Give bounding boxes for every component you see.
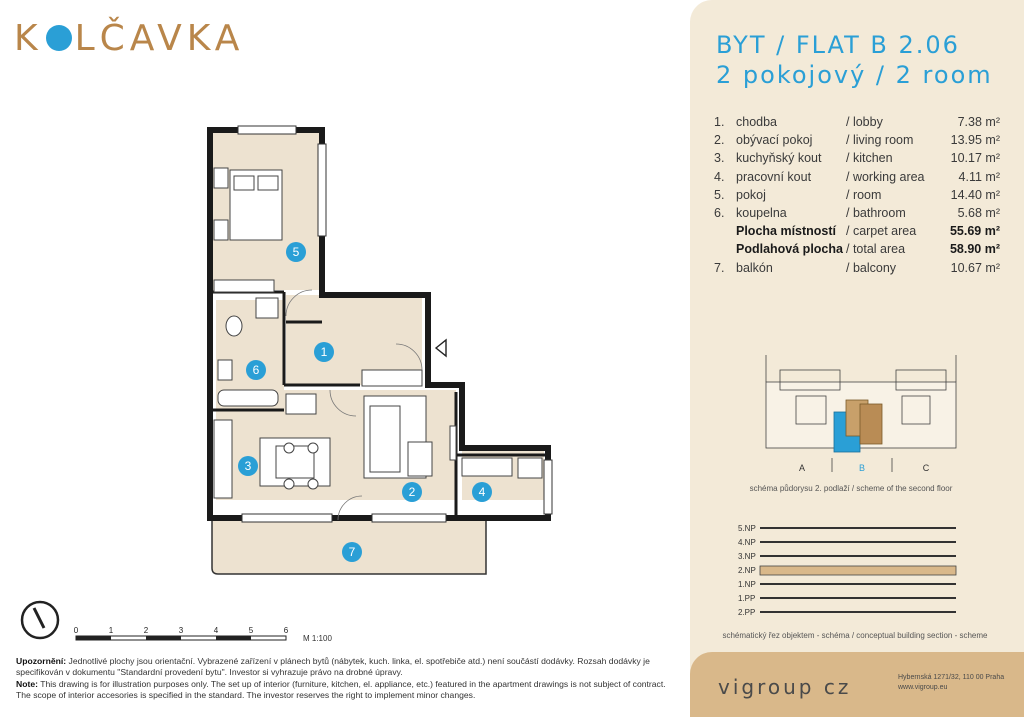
floor-schema xyxy=(756,350,966,480)
note-cz: Upozornění: Jednotlivé plochy jsou orientační. Vybrazené zařízení v plánech bytů (nábytek, kuch. linka, el. spotřebiče atd.) není součástí dodávky. Rozsah dodávky je specifikován v dokumentu "Standardní provedení bytu". Investor si vyhrazuje právo na drobné úpravy. xyxy=(16,656,650,677)
room-name-en: / room xyxy=(846,187,882,202)
room-name-cz: obývací pokoj xyxy=(736,133,813,148)
section-schema-caption: schématický řez objektem - schéma / conceptual building section - scheme xyxy=(722,631,988,640)
room-name-cz: Podlahová plocha xyxy=(736,242,843,257)
room-name-cz: pracovní kout xyxy=(736,169,812,184)
room-row xyxy=(714,149,1000,167)
room-number: 7. xyxy=(714,260,725,275)
scale-tick-label: 4 xyxy=(213,626,219,635)
room-label-2 xyxy=(402,482,422,502)
room-number: 4. xyxy=(714,169,725,184)
disclaimer-notes xyxy=(16,656,666,702)
schema-section-label: C xyxy=(922,463,930,473)
brand-address: Hybernská 1271/32, 110 00 Praha www.vigroup.eu xyxy=(898,674,1005,691)
room-area: 14.40 m² xyxy=(950,187,1000,202)
scale-tick-label: 2 xyxy=(143,626,149,635)
scale-tick-label: 3 xyxy=(178,626,184,635)
room-name-en: / carpet area xyxy=(846,224,917,239)
level-label: 4.NP xyxy=(738,538,756,547)
scale-tick-label: 0 xyxy=(73,626,79,635)
room-name-cz: koupelna xyxy=(736,206,787,221)
room-row xyxy=(714,113,1000,131)
room-label-1 xyxy=(314,342,334,362)
room-number: 5. xyxy=(714,187,725,202)
room-name-en: / working area xyxy=(846,169,925,184)
north-arrow-icon xyxy=(20,600,60,640)
room-area: 55.69 m² xyxy=(949,224,1000,239)
note-en: Note: This drawing is for illustration purposes only. The set up of interior (furniture, kitchen, el. appliance, etc.) featured in the apartment drawings is not subject of contract. The scope of interior accesories is specified in the standard. The investor reserves the right to implement minor changes. xyxy=(16,679,666,700)
scale-tick-label: 1 xyxy=(108,626,114,635)
svg-text:2: 2 xyxy=(408,485,416,499)
level-label: 2.NP xyxy=(738,566,756,575)
room-number: 1. xyxy=(714,115,725,130)
scale-bar xyxy=(72,624,312,644)
room-name-cz: kuchyňský kout xyxy=(736,151,822,166)
floor-schema-caption: schéma půdorysu 2. podlaží / scheme of the second floor xyxy=(749,484,953,493)
room-area: 4.11 m² xyxy=(958,169,1000,184)
room-name-cz: pokoj xyxy=(736,187,766,202)
room-list xyxy=(714,113,1000,277)
room-name-en: / total area xyxy=(846,242,906,257)
level-label: 1.NP xyxy=(738,580,756,589)
svg-text:6: 6 xyxy=(252,363,260,377)
scale-label: M 1:100 xyxy=(303,634,332,643)
room-label-6 xyxy=(246,360,266,380)
room-row xyxy=(714,259,1000,277)
level-label: 5.NP xyxy=(738,524,756,533)
building-section-schema xyxy=(738,520,968,620)
room-name-cz: chodba xyxy=(736,115,778,130)
schema-section-label: A xyxy=(798,463,806,473)
room-number: 6. xyxy=(714,206,725,221)
room-name-en: / lobby xyxy=(846,115,883,130)
room-number: 3. xyxy=(714,151,725,166)
room-label-4 xyxy=(472,482,492,502)
room-area: 7.38 m² xyxy=(957,115,1000,130)
room-area: 5.68 m² xyxy=(957,206,1000,221)
room-label-3 xyxy=(238,456,258,476)
room-area: 10.17 m² xyxy=(950,151,1000,166)
room-name-en: / balcony xyxy=(846,260,897,275)
room-area: 13.95 m² xyxy=(950,133,1000,148)
room-row xyxy=(714,186,1000,204)
highlighted-level xyxy=(760,566,956,575)
logo-text: K LČAVKA xyxy=(14,17,245,59)
room-row xyxy=(714,131,1000,149)
floor-plan xyxy=(200,120,560,580)
level-label: 1.PP xyxy=(738,594,756,603)
logo-circle-icon xyxy=(46,25,72,51)
room-row xyxy=(714,240,1000,258)
room-row xyxy=(714,204,1000,222)
room-label-7 xyxy=(342,542,362,562)
room-name-en: / bathroom xyxy=(846,206,906,221)
room-label-5 xyxy=(286,242,306,262)
room-name-cz: Plocha místností xyxy=(736,224,837,239)
svg-text:3: 3 xyxy=(244,459,252,473)
room-row xyxy=(714,222,1000,240)
level-label: 3.NP xyxy=(738,552,756,561)
svg-text:4: 4 xyxy=(478,485,486,499)
scale-tick-label: 5 xyxy=(248,626,254,635)
scale-tick-label: 6 xyxy=(283,626,289,635)
room-area: 10.67 m² xyxy=(950,260,1000,275)
room-row xyxy=(714,168,1000,186)
brand-logo: vigroup cz xyxy=(718,675,852,699)
logo xyxy=(14,14,244,62)
room-name-cz: balkón xyxy=(736,260,773,275)
room-area: 58.90 m² xyxy=(949,242,1000,257)
level-label: 2.PP xyxy=(738,608,756,617)
room-name-en: / kitchen xyxy=(846,151,893,166)
room-number: 2. xyxy=(714,133,725,148)
svg-text:1: 1 xyxy=(320,345,328,359)
svg-text:7: 7 xyxy=(348,545,356,559)
flat-title: BYT / FLAT B 2.06 2 pokojový / 2 room xyxy=(716,31,993,89)
svg-text:5: 5 xyxy=(292,245,300,259)
room-name-en: / living room xyxy=(846,133,914,148)
entrance-arrow-icon xyxy=(436,340,446,356)
schema-section-label: B xyxy=(858,463,866,473)
